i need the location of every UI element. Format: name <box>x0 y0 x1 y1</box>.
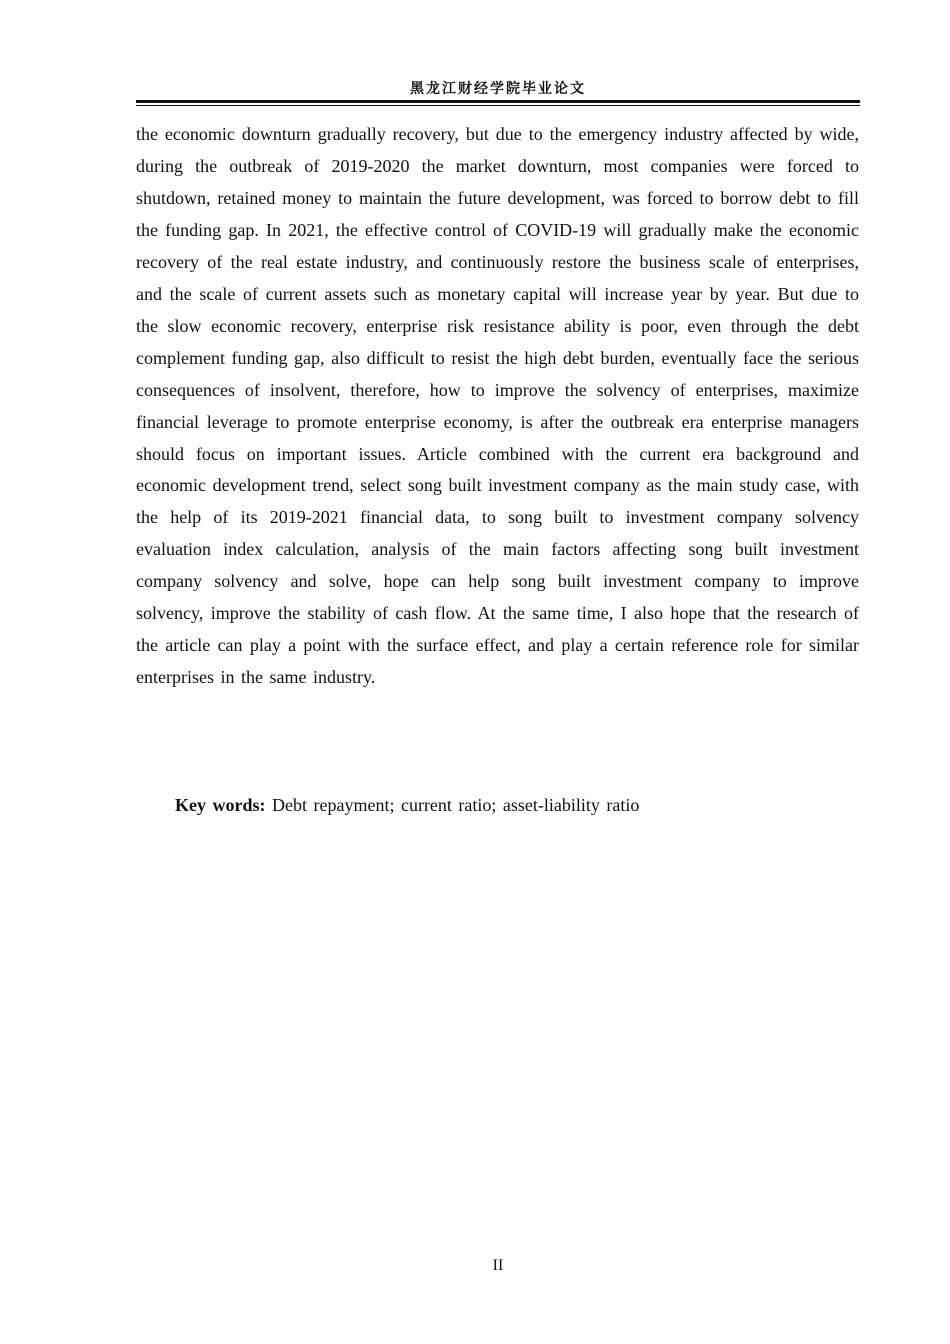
keywords-label: Key words: <box>175 795 266 815</box>
keywords-value: Debt repayment; current ratio; asset-liability ratio <box>272 795 640 815</box>
abstract-paragraph: the economic downturn gradually recovery, but due to the emergency industry affected by wide, during the outbreak of 2019-2020 the market downturn, most companies were forced to shutdown, retained money to maintain the future development, was forced to borrow debt to fill the funding gap. In 2021, the effective control of COVID-19 will gradually make the economic recovery of the real estate industry, and continuously restore the business scale of enterprises, and the scale of current assets such as monetary capital will increase year by year. But due to the slow economic recovery, enterprise risk resistance ability is poor, even through the debt complement funding gap, also difficult to resist the high debt burden, eventually face the serious consequences of insolvent, therefore, how to improve the solvency of enterprises, maximize financial leverage to promote enterprise economy, is after the outbreak era enterprise managers should focus on important issues. Article combined with the current era background and economic development trend, select song built investment company as the main study case, with the help of its 2019-2021 financial data, to song built to investment company solvency evaluation index calculation, analysis of the main factors affecting song built investment company solvency and solve, hope can help song built investment company to improve solvency, improve the stability of cash flow. At the same time, I also hope that the research of the article can play a point with the surface effect, and play a certain reference role for similar enterprises in the same industry. <box>136 124 859 688</box>
header-rule-thick <box>136 100 860 103</box>
keywords-line <box>175 790 639 820</box>
running-header <box>136 80 860 98</box>
header-rule-thin <box>136 105 860 106</box>
header-title: 黑龙江财经学院毕业论文 <box>410 81 586 97</box>
page-number: II <box>492 1257 504 1274</box>
